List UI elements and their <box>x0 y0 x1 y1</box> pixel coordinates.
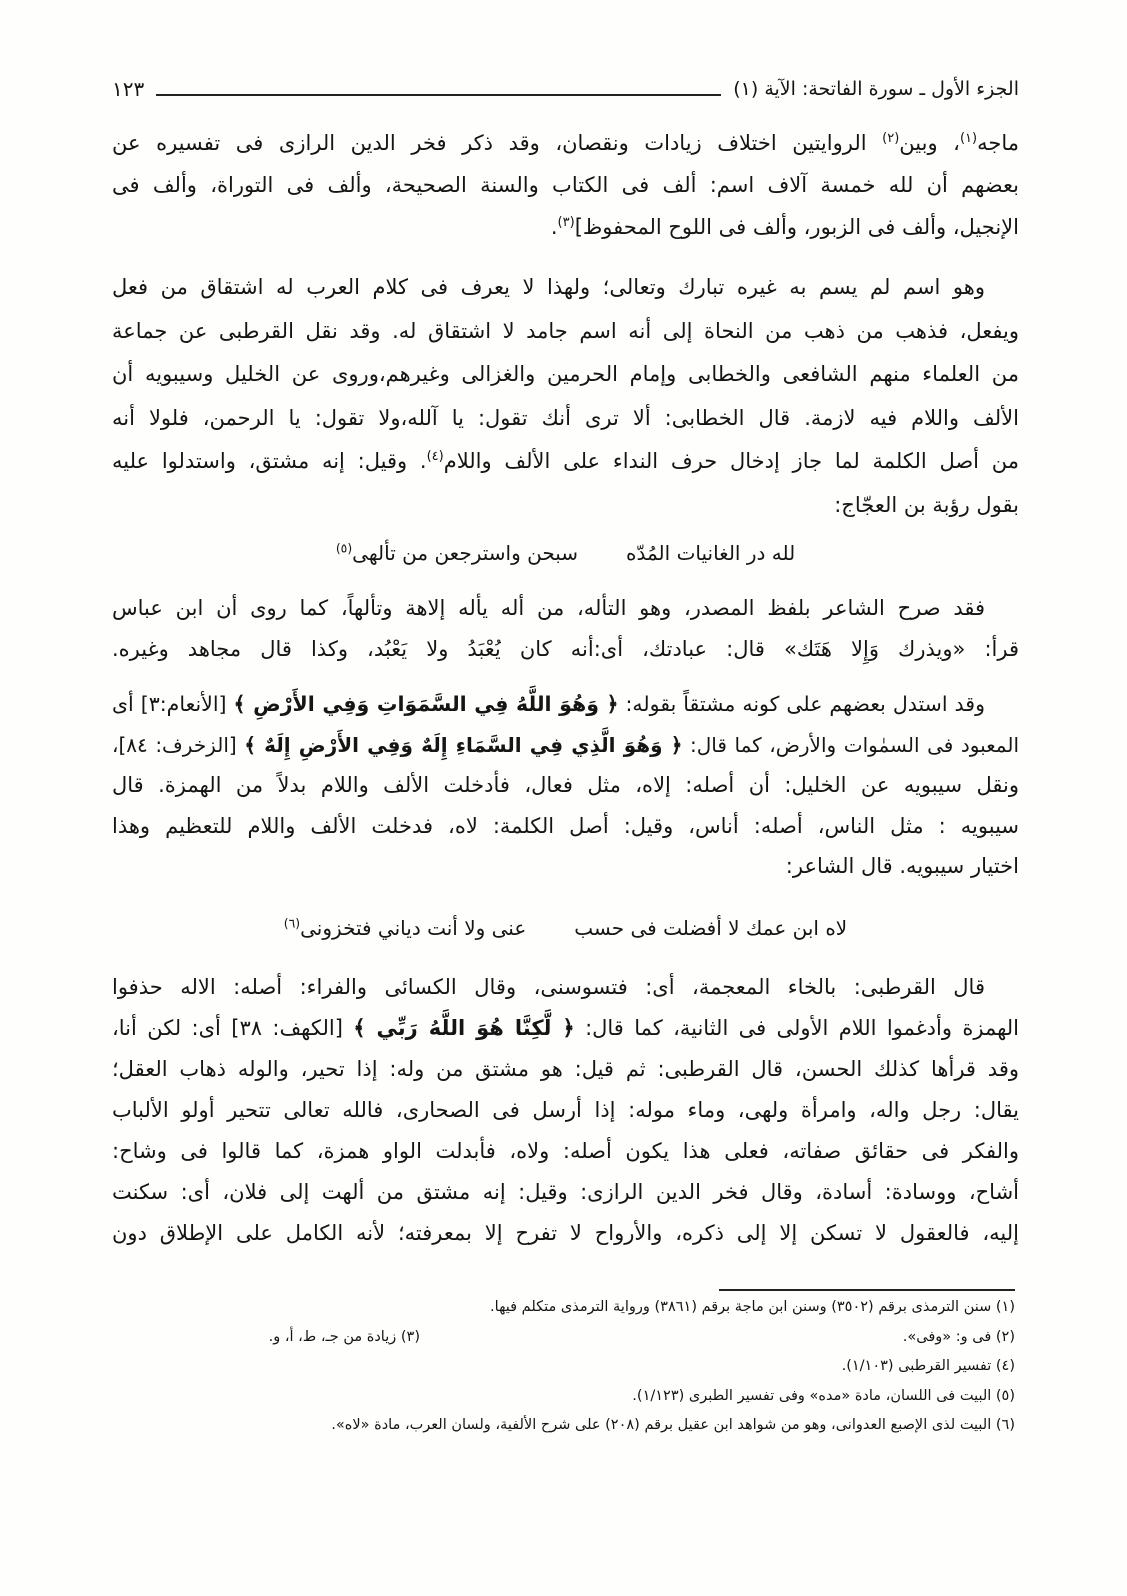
footnote: (٥) البيت فى اللسان، مادة «مده» وفى تفسير الطبرى (١/١٢٣). <box>632 1387 1015 1404</box>
footnote-marker: (٣) <box>557 215 575 231</box>
footnote-rule <box>719 1289 1015 1291</box>
footnote-marker: (٥) <box>335 540 353 556</box>
quran-verse: ﴿ وَهُوَ الَّذِي فِي السَّمَاءِ إِلَهٌ وَفِي الأَرْضِ إِلَهٌ ﴾ <box>244 732 683 757</box>
text-segment: من أصل الكلمة لما جاز إدخال حرف النداء على الألف واللام <box>443 449 1020 473</box>
footnote-marker: (١) <box>959 131 978 147</box>
text-segment: [الأنعام:٣] أى <box>112 692 234 716</box>
text-segment: . وقيل: إنه مشتق، واستدلوا عليه <box>112 449 427 473</box>
paragraph-4 <box>112 684 1019 887</box>
page-number: ١٢٣ <box>112 77 145 101</box>
text-line: من العلماء منهم الشافعى والخطابى وإمام الحرمين والغزالى وغيرهم،وروى عن الخليل وسيبويه أن <box>112 362 1019 386</box>
quran-verse: ﴿ وَهُوَ اللَّهُ فِي السَّمَوَاتِ وَفِي الأَرْضِ ﴾ <box>233 692 619 716</box>
text-segment: الروايتين اختلاف زيادات ونقصان، وقد ذكر فخر الدين الرازى فى تفسيره عن <box>112 131 883 155</box>
text-segment: [الزخرف: ٨٤]، <box>112 732 245 757</box>
text-line: قال القرطبى: بالخاء المعجمة، أى: فتسوسنى، وقال الكسائى والفراء: أصله: الاله حذفوا <box>112 975 985 999</box>
text-line: وقد قرأها كذلك الحسن، قال القرطبى: ثم قيل: هو مشتق من وله: إذا تحير، والوله ذهاب العقل؛ <box>112 1057 1019 1081</box>
text-line <box>112 725 1019 766</box>
text-segment: وقد استدل بعضهم على كونه مشتقاً بقوله: <box>618 692 985 716</box>
footnote: (٤) تفسير القرطبى (١/١٠٣). <box>841 1358 1015 1374</box>
text-line: يقال: رجل واله، وامرأة ولهى، وماء موله: إذا أرسل فى الصحارى، فالله تعالى تتحير أولو الألباب <box>112 1098 1019 1122</box>
footnote: (٦) البيت لذى الإصبع العدوانى، وهو من شواهد ابن عقيل برقم (٢٠٨) على شرح الألفية، ولسان العرب، مادة «لاه». <box>331 1417 1015 1433</box>
text-line: سيبويه : مثل الناس، أصله: أناس، وقيل: أصل الكلمة: لاه، فدخلت الألف واللام للتعظيم وهذا <box>112 813 1019 838</box>
text-segment: [الكهف: ٣٨] أى: لكن أنا، <box>112 1016 354 1040</box>
footnote-marker: (٤) <box>426 449 444 465</box>
text-line: فقد صرح الشاعر بلفظ المصدر، وهو التأله، من أله يأله إلاهة وتألهاً، كما روى أن ابن عباس <box>112 596 985 620</box>
hemistich-right: لاه ابن عمك لا أفضلت فى حسب <box>574 916 848 940</box>
text-line <box>112 440 1019 484</box>
text-line: أشاح، ووسادة: أسادة، وقال فخر الدين الرازى: وقيل: إنه مشتق من ألهت إلى فلان، أى: سكنت <box>112 1180 1019 1204</box>
footnote-marker: (٢) <box>882 131 900 147</box>
footnotes <box>112 1293 1015 1441</box>
footnote: (٢) فى و: «وفى». <box>902 1328 1015 1345</box>
text-segment: سبحن واسترجعن من تألهى <box>352 541 579 565</box>
text-segment: عنى ولا أنت دياني فتخزونى <box>300 916 527 940</box>
text-line: بقول رؤبة بن العجّاج: <box>834 492 1019 517</box>
paragraph-1 <box>112 122 1019 248</box>
running-header <box>112 72 1019 106</box>
text-segment: ماجه <box>977 131 1019 155</box>
text-line: الألف واللام فيه لازمة. قال الخطابى: ألا ترى أنك تقول: يا آلله،ولا تقول: يا الرحمن، فلولا أنه <box>112 405 1019 430</box>
paragraph-3 <box>112 588 1019 670</box>
header-rule <box>156 94 721 96</box>
quran-verse: ﴿ لَّكِنَّا هُوَ اللَّهُ رَبِّي ﴾ <box>353 1016 575 1040</box>
text-segment: ، وبين <box>899 131 960 155</box>
text-line: اختيار سيبويه. قال الشاعر: <box>785 854 1019 878</box>
poem-verse <box>112 907 1019 949</box>
text-line: والفكر فى حقائق صفاته، فعلى هذا يكون أصله: ولاه، فأبدلت الواو همزة، كما قالوا فى وشاح: <box>112 1139 1019 1163</box>
text-line: بعضهم أن لله خمسة آلاف اسم: ألف فى الكتاب والسنة الصحيحة، وألف فى التوراة، وألف فى <box>112 173 1019 197</box>
header-title: الجزء الأول ـ سورة الفاتحة: الآية (١) <box>733 78 1019 100</box>
text-line: ونقل سيبويه عن الخليل: أن أصله: إلاه، مثل فعال، فأدخلت الألف واللام بدلاً من الهمزة. قال <box>112 773 1019 797</box>
text-line: قرأ: «ويذرك وَإِلا هَتَك» قال: عبادتك، أى:أنه كان يُعْبَدُ ولا يَعْبُد، وكذا قال مجاهد وغيره. <box>112 637 1019 661</box>
hemistich-left <box>284 907 526 949</box>
footnote-marker: (٦) <box>283 915 301 931</box>
footnote: (٣) زيادة من جـ، ط، أ، و. <box>268 1328 420 1345</box>
hemistich-left <box>336 532 578 574</box>
poem-verse <box>112 532 1019 574</box>
text-segment: المعبود فى السمٰوات والأرض، كما قال: <box>682 732 1020 757</box>
text-segment: . <box>550 215 558 239</box>
text-line: وهو اسم لم يسم به غيره تبارك وتعالى؛ ولهذا لا يعرف فى كلام العرب له اشتقاق من فعل <box>112 275 985 299</box>
text-segment: الإنجيل، وألف فى الزبور، وألف فى اللوح المحفوظ] <box>574 215 1019 239</box>
paragraph-5 <box>112 967 1019 1254</box>
text-line: ويفعل، فذهب من ذهب من النحاة إلى أنه اسم جامد لا اشتقاق له. وقد نقل القرطبى عن جماعة <box>112 318 1019 343</box>
footnote: (١) سنن الترمذى برقم (٣٥٠٢) وسنن ابن ماجة برقم (٣٨٦١) ورواية الترمذى متكلم فيها. <box>490 1299 1015 1315</box>
text-line: إليه، فالعقول لا تسكن إلا إلى ذكره، والأرواح لا تفرح إلا بمعرفته؛ لأنه الكامل على الإطلاق دون <box>112 1221 1019 1245</box>
hemistich-right: لله در الغانيات المُدّه <box>626 541 796 565</box>
text-line <box>112 1008 1019 1049</box>
text-line <box>112 684 1019 725</box>
text-line <box>112 122 1019 164</box>
footnote-row <box>112 1323 1015 1353</box>
text-line <box>112 206 1019 248</box>
paragraph-2 <box>112 266 1019 527</box>
text-segment: الهمزة وأدغموا اللام الأولى فى الثانية، كما قال: <box>574 1016 1019 1040</box>
